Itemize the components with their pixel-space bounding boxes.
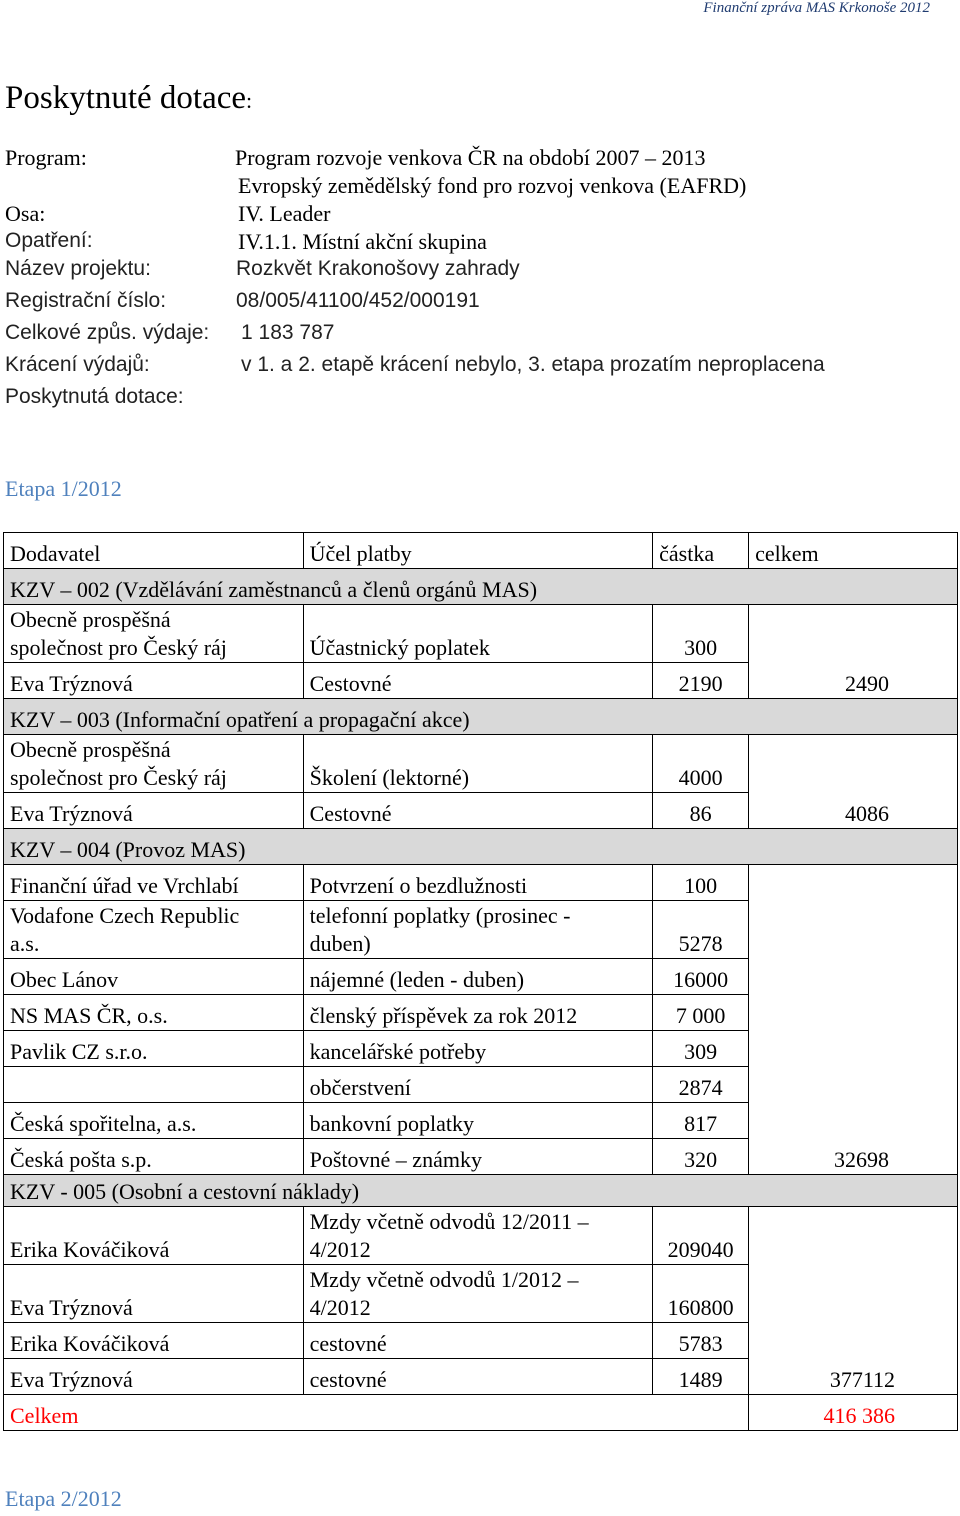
section-row bbox=[4, 829, 958, 865]
amount-cell: 4000 bbox=[653, 735, 749, 793]
purpose-line-1: telefonní poplatky (prosinec - bbox=[309, 903, 571, 928]
purpose-cell: Školení (lektorné) bbox=[303, 735, 653, 793]
grants-table bbox=[3, 532, 958, 1431]
amount-cell: 1489 bbox=[653, 1359, 749, 1395]
amount-cell: 86 bbox=[653, 793, 749, 829]
amount-cell: 209040 bbox=[653, 1207, 749, 1265]
amount-cell: 309 bbox=[653, 1031, 749, 1067]
table-header-row bbox=[4, 533, 958, 569]
supplier-cell: Erika Kováčiková bbox=[4, 1207, 304, 1265]
purpose-cell: nájemné (leden - duben) bbox=[303, 959, 653, 995]
meta-row-program bbox=[5, 145, 955, 173]
reg-value: 08/005/41100/452/000191 bbox=[236, 289, 480, 312]
supplier-cell: Eva Trýznová bbox=[4, 663, 304, 699]
subtotal-cell: 2490 bbox=[749, 663, 958, 699]
supplier-cell bbox=[4, 1067, 304, 1103]
purpose-line-2: duben) bbox=[309, 931, 371, 956]
supplier-cell bbox=[4, 605, 304, 663]
purpose-cell: občerstvení bbox=[303, 1067, 653, 1103]
purpose-cell: členský příspěvek za rok 2012 bbox=[303, 995, 653, 1031]
supplier-cell: Česká spořitelna, a.s. bbox=[4, 1103, 304, 1139]
purpose-cell bbox=[303, 1207, 653, 1265]
program-value: Program rozvoje venkova ČR na období 2007 – 2013 bbox=[235, 145, 706, 170]
total-cell-empty bbox=[749, 1067, 958, 1103]
purpose-line-2: 4/2012 bbox=[309, 1237, 371, 1262]
table-row bbox=[4, 865, 958, 901]
kraceni-value: v 1. a 2. etapě krácení nebylo, 3. etapa prozatím neproplacena bbox=[241, 353, 825, 376]
running-header: Finanční zpráva MAS Krkonoše 2012 bbox=[703, 0, 930, 16]
table-row bbox=[4, 995, 958, 1031]
purpose-cell: Účastnický poplatek bbox=[303, 605, 653, 663]
supplier-cell: NS MAS ČR, o.s. bbox=[4, 995, 304, 1031]
supplier-cell: Finanční úřad ve Vrchlabí bbox=[4, 865, 304, 901]
subtotal-cell: 4086 bbox=[749, 793, 958, 829]
header-supplier: Dodavatel bbox=[4, 533, 304, 569]
amount-cell: 2190 bbox=[653, 663, 749, 699]
table-row bbox=[4, 793, 958, 829]
supplier-line-2: společnost pro Český ráj bbox=[10, 635, 227, 660]
supplier-cell: Česká pošta s.p. bbox=[4, 1139, 304, 1175]
meta-row-celkove bbox=[5, 317, 955, 349]
amount-cell: 16000 bbox=[653, 959, 749, 995]
meta-row-osa bbox=[5, 201, 955, 229]
program-label: Program: bbox=[5, 145, 87, 170]
etapa-1-heading: Etapa 1/2012 bbox=[5, 476, 122, 501]
amount-cell: 817 bbox=[653, 1103, 749, 1139]
nazev-value: Rozkvět Krakonošovy zahrady bbox=[236, 257, 520, 280]
program-value-2: Evropský zemědělský fond pro rozvoj venkova (EAFRD) bbox=[238, 173, 747, 198]
purpose-cell: kancelářské potřeby bbox=[303, 1031, 653, 1067]
supplier-cell bbox=[4, 735, 304, 793]
header-amount: částka bbox=[653, 533, 749, 569]
meta-row-kraceni bbox=[5, 349, 955, 381]
purpose-line-1: Mzdy včetně odvodů 1/2012 – bbox=[309, 1267, 579, 1292]
page-title bbox=[5, 80, 252, 117]
osa-label: Osa: bbox=[5, 201, 46, 226]
supplier-cell: Eva Trýznová bbox=[4, 1265, 304, 1323]
opatreni-label: Opatření: bbox=[5, 229, 93, 252]
amount-cell: 2874 bbox=[653, 1067, 749, 1103]
section-title: KZV – 002 (Vzdělávání zaměstnanců a členů orgánů MAS) bbox=[4, 569, 958, 605]
purpose-cell: Cestovné bbox=[303, 663, 653, 699]
purpose-cell: Poštovné – známky bbox=[303, 1139, 653, 1175]
table-row bbox=[4, 901, 958, 959]
section-title: KZV – 003 (Informační opatření a propagační akce) bbox=[4, 699, 958, 735]
nazev-label: Název projektu: bbox=[5, 257, 151, 280]
table-row bbox=[4, 605, 958, 663]
supplier-cell: Eva Trýznová bbox=[4, 1359, 304, 1395]
table-row bbox=[4, 1103, 958, 1139]
total-cell-empty bbox=[749, 901, 958, 959]
purpose-cell: cestovné bbox=[303, 1323, 653, 1359]
supplier-line-1: Obecně prospěšná bbox=[10, 737, 171, 762]
grand-total-row bbox=[4, 1395, 958, 1431]
amount-cell: 160800 bbox=[653, 1265, 749, 1323]
page-title-colon: : bbox=[246, 88, 253, 113]
table-row bbox=[4, 1359, 958, 1395]
total-cell-empty bbox=[749, 1265, 958, 1323]
supplier-cell: Erika Kováčiková bbox=[4, 1323, 304, 1359]
amount-cell: 5278 bbox=[653, 901, 749, 959]
total-cell-empty bbox=[749, 735, 958, 793]
section-row bbox=[4, 569, 958, 605]
section-title: KZV - 005 (Osobní a cestovní náklady) bbox=[4, 1175, 958, 1207]
section-row bbox=[4, 1175, 958, 1207]
amount-cell: 5783 bbox=[653, 1323, 749, 1359]
amount-cell: 320 bbox=[653, 1139, 749, 1175]
supplier-cell: Eva Trýznová bbox=[4, 793, 304, 829]
subtotal-cell: 32698 bbox=[749, 1139, 958, 1175]
grand-total-label: Celkem bbox=[4, 1395, 749, 1431]
table-row bbox=[4, 1031, 958, 1067]
purpose-cell bbox=[303, 1265, 653, 1323]
table-row bbox=[4, 1207, 958, 1265]
supplier-line-1: Vodafone Czech Republic bbox=[10, 903, 240, 928]
table-row bbox=[4, 1067, 958, 1103]
supplier-line-2: společnost pro Český ráj bbox=[10, 765, 227, 790]
opatreni-value: IV.1.1. Místní akční skupina bbox=[238, 229, 487, 254]
total-cell-empty bbox=[749, 959, 958, 995]
meta-row-program-2 bbox=[5, 173, 955, 201]
total-cell-empty bbox=[749, 1323, 958, 1359]
section-title: KZV – 004 (Provoz MAS) bbox=[4, 829, 958, 865]
header-purpose: Účel platby bbox=[303, 533, 653, 569]
supplier-cell bbox=[4, 901, 304, 959]
osa-value: IV. Leader bbox=[238, 201, 331, 226]
celkove-label: Celkové způs. výdaje: bbox=[5, 321, 210, 344]
grand-total-value: 416 386 bbox=[749, 1395, 958, 1431]
table-row bbox=[4, 735, 958, 793]
purpose-cell: bankovní poplatky bbox=[303, 1103, 653, 1139]
total-cell-empty bbox=[749, 995, 958, 1031]
purpose-cell: Potvrzení o bezdlužnosti bbox=[303, 865, 653, 901]
total-cell-empty bbox=[749, 865, 958, 901]
meta-row-reg bbox=[5, 285, 955, 317]
total-cell-empty bbox=[749, 1207, 958, 1265]
meta-row-nazev bbox=[5, 257, 955, 285]
total-cell-empty bbox=[749, 1103, 958, 1139]
supplier-line-1: Obecně prospěšná bbox=[10, 607, 171, 632]
table-row bbox=[4, 1139, 958, 1175]
purpose-cell bbox=[303, 901, 653, 959]
purpose-cell: Cestovné bbox=[303, 793, 653, 829]
purpose-line-1: Mzdy včetně odvodů 12/2011 – bbox=[309, 1209, 589, 1234]
supplier-line-2: a.s. bbox=[10, 931, 40, 956]
total-cell-empty bbox=[749, 605, 958, 663]
kraceni-label: Krácení výdajů: bbox=[5, 353, 150, 376]
amount-cell: 7 000 bbox=[653, 995, 749, 1031]
subtotal-cell: 377112 bbox=[749, 1359, 958, 1395]
supplier-cell: Pavlik CZ s.r.o. bbox=[4, 1031, 304, 1067]
amount-cell: 100 bbox=[653, 865, 749, 901]
total-cell-empty bbox=[749, 1031, 958, 1067]
page-title-text: Poskytnuté dotace bbox=[5, 80, 247, 116]
meta-row-opatreni bbox=[5, 229, 955, 257]
poskytnuta-label: Poskytnutá dotace: bbox=[5, 385, 184, 408]
meta-row-poskytnuta bbox=[5, 381, 955, 413]
table-row bbox=[4, 663, 958, 699]
purpose-line-2: 4/2012 bbox=[309, 1295, 371, 1320]
table-row bbox=[4, 1265, 958, 1323]
section-row bbox=[4, 699, 958, 735]
table-row bbox=[4, 1323, 958, 1359]
amount-cell: 300 bbox=[653, 605, 749, 663]
purpose-cell: cestovné bbox=[303, 1359, 653, 1395]
project-metadata bbox=[5, 145, 955, 413]
table-row bbox=[4, 959, 958, 995]
supplier-cell: Obec Lánov bbox=[4, 959, 304, 995]
header-total: celkem bbox=[749, 533, 958, 569]
reg-label: Registrační číslo: bbox=[5, 289, 167, 312]
celkove-value: 1 183 787 bbox=[241, 321, 335, 344]
etapa-2-heading: Etapa 2/2012 bbox=[5, 1486, 122, 1511]
